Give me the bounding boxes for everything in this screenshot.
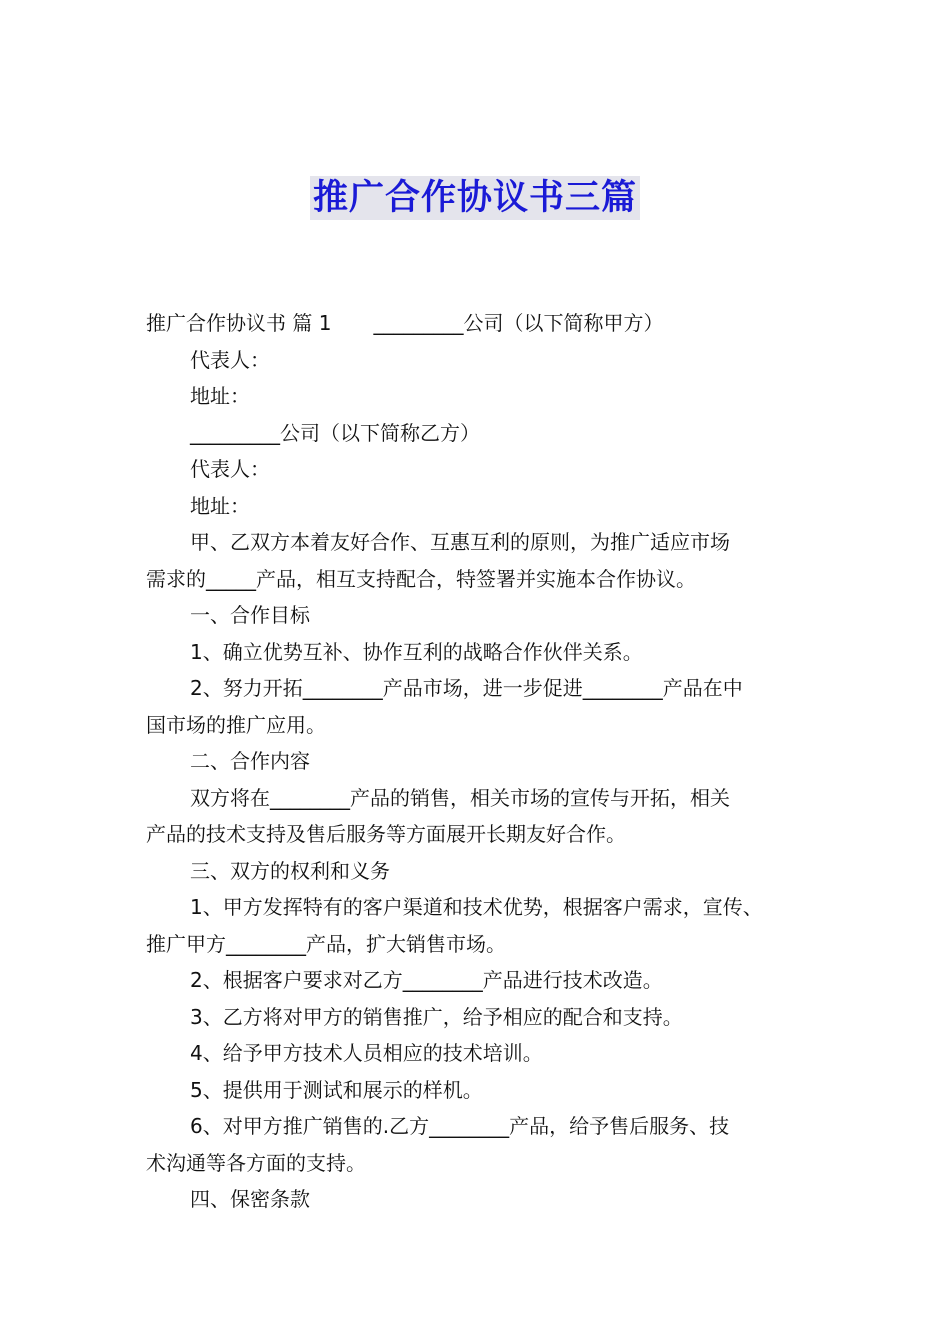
paragraph-line: 三、双方的权利和义务 xyxy=(190,858,390,883)
paragraph-line: _________公司（以下简称乙方） xyxy=(190,420,480,445)
paragraph-line: 6、对甲方推广销售的.乙方________产品，给予售后服务、技 xyxy=(190,1114,730,1138)
document-title: 推广合作协议书三篇 xyxy=(310,176,640,220)
document-body xyxy=(146,305,826,1218)
paragraph-line: 四、保密条款 xyxy=(190,1187,310,1211)
paragraph-line: 3、乙方将对甲方的销售推广，给予相应的配合和支持。 xyxy=(190,1004,683,1029)
section-heading: 推广合作协议书 篇 1 xyxy=(146,311,332,335)
paragraph-line: 术沟通等各方面的支持。 xyxy=(146,1150,366,1175)
paragraph-line: 推广甲方________产品，扩大销售市场。 xyxy=(146,931,506,956)
paragraph-line: 代表人： xyxy=(190,347,270,372)
paragraph-line: 1、确立优势互补、协作互利的战略合作伙伴关系。 xyxy=(190,639,643,664)
paragraph-line: 甲、乙双方本着友好合作、互惠互利的原则，为推广适应市场 xyxy=(190,530,730,554)
paragraph-line: 1、甲方发挥特有的客户渠道和技术优势，根据客户需求，宣传、 xyxy=(190,895,763,919)
paragraph-line: 代表人： xyxy=(190,457,270,481)
paragraph-line: 需求的_____产品，相互支持配合，特签署并实施本合作协议。 xyxy=(146,566,696,591)
paragraph-line: 二、合作内容 xyxy=(190,749,310,773)
paragraph-line: 国市场的推广应用。 xyxy=(146,712,326,737)
paragraph-line: 地址： xyxy=(190,384,250,408)
paragraph-line: 一、合作目标 xyxy=(190,603,310,627)
paragraph-line: 5、提供用于测试和展示的样机。 xyxy=(190,1077,483,1102)
paragraph-line: 产品的技术支持及售后服务等方面展开长期友好合作。 xyxy=(146,822,626,846)
paragraph-line: 地址： xyxy=(190,493,250,518)
paragraph-line: 2、根据客户要求对乙方________产品进行技术改造。 xyxy=(190,968,663,992)
paragraph-line: 2、努力开拓________产品市场，进一步促进________产品在中 xyxy=(190,676,743,700)
paragraph-line xyxy=(146,305,826,342)
paragraph-line: 双方将在________产品的销售，相关市场的宣传与开拓，相关 xyxy=(190,785,730,810)
title-container xyxy=(0,176,950,220)
party-a-line: _________公司（以下简称甲方） xyxy=(373,311,664,335)
paragraph-line: 4、给予甲方技术人员相应的技术培训。 xyxy=(190,1041,543,1065)
